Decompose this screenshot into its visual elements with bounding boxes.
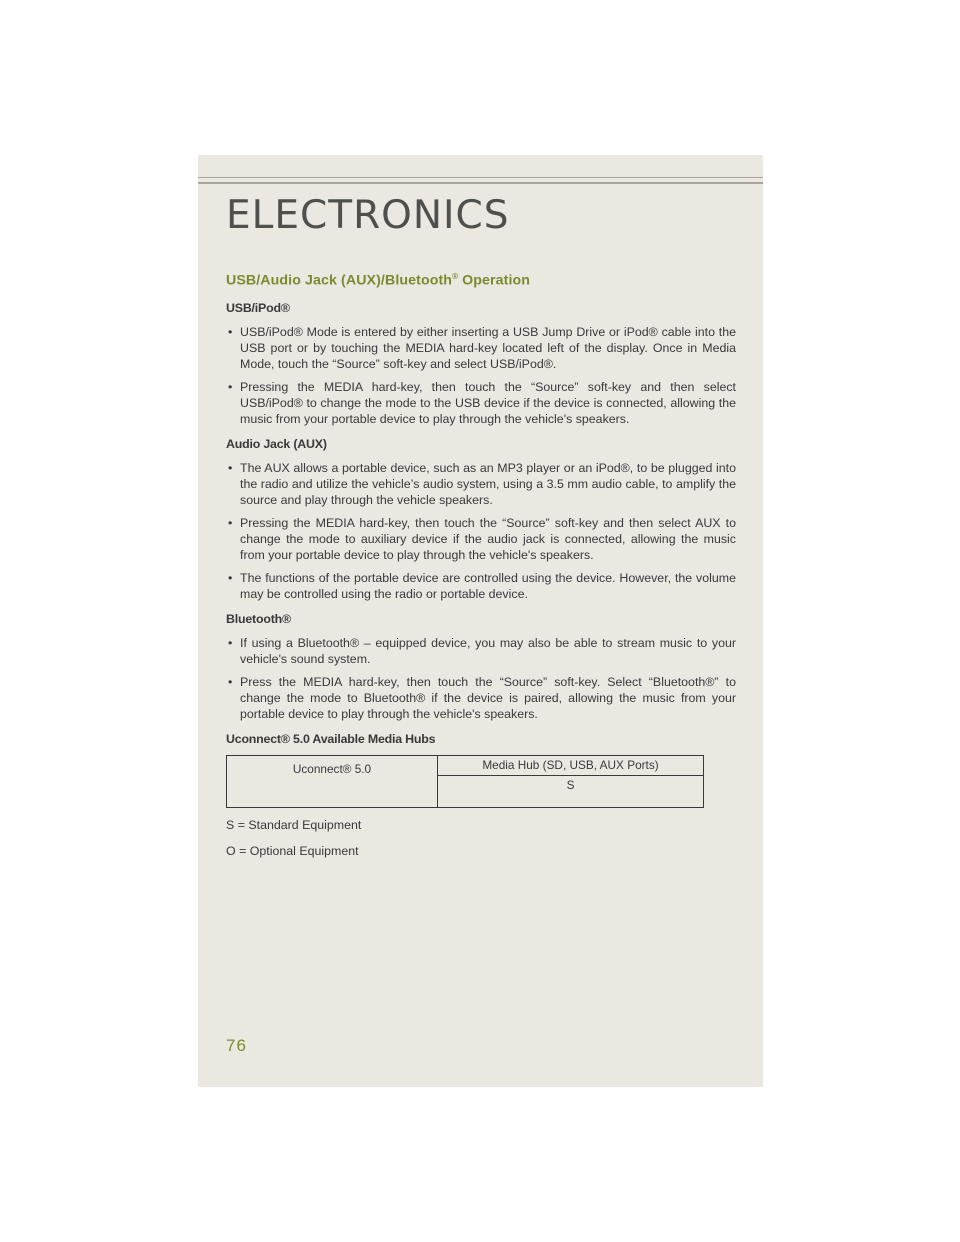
table-column-header: Media Hub (SD, USB, AUX Ports) — [438, 755, 704, 775]
list-item: • USB/iPod® Mode is entered by either inserting a USB Jump Drive or iPod® cable into the USB port or by touching the MEDIA hard-key located left of the display. Once in Media Mode, touch the “Source” soft-key and select USB/iPod®. — [226, 324, 736, 372]
usb-heading: USB/iPod® — [226, 300, 290, 315]
list-item: • The AUX allows a portable device, such as an MP3 player or an iPod®, to be plugged into the radio and utilize the vehicle’s audio system, using a 3.5 mm audio cable, to amplify the source and play through the vehicle speakers. — [226, 460, 736, 508]
page-heading-reg: ® — [452, 272, 459, 281]
page-content — [226, 269, 736, 859]
bluetooth-list — [226, 635, 736, 722]
table-cell: S — [438, 776, 704, 808]
page-heading-text: USB/Audio Jack (AUX)/Bluetooth — [226, 272, 453, 289]
note-standard: S = Standard Equipment — [226, 817, 362, 832]
note-optional: O = Optional Equipment — [226, 843, 359, 858]
bluetooth-heading: Bluetooth® — [226, 611, 291, 626]
aux-list — [226, 460, 736, 602]
page-number: 76 — [226, 1036, 247, 1055]
list-item: • If using a Bluetooth® – equipped device, you may also be able to stream music to your vehicle's sound system. — [226, 635, 736, 667]
page-heading — [226, 269, 736, 289]
header-rule-thick — [198, 182, 763, 184]
list-item: • Pressing the MEDIA hard-key, then touch the “Source” soft-key and then select USB/iPod® to change the mode to the USB device if the device is connected, allowing the music from your portable device to play through the vehicle's speakers. — [226, 379, 736, 427]
list-item: • Pressing the MEDIA hard-key, then touch the “Source” soft-key and then select AUX to change the mode to auxiliary device if the audio jack is connected, allowing the music from your portable device to play through the vehicle's speakers. — [226, 515, 736, 563]
media-hubs-table — [226, 755, 704, 808]
manual-page — [198, 155, 763, 1087]
section-title: ELECTRONICS — [226, 193, 510, 238]
header-rule — [198, 177, 763, 178]
usb-list — [226, 324, 736, 427]
aux-heading: Audio Jack (AUX) — [226, 436, 327, 451]
list-item: • Press the MEDIA hard-key, then touch the “Source” soft-key. Select “Bluetooth®” to change the mode to Bluetooth® if the device is paired, allowing the music from your portable device to play through the vehicle's speakers. — [226, 674, 736, 722]
page-heading-suffix: Operation — [462, 272, 531, 289]
list-item: • The functions of the portable device are controlled using the device. However, the volume may be controlled using the radio or portable device. — [226, 570, 736, 602]
table-row-label: Uconnect® 5.0 — [227, 755, 438, 807]
media-hubs-heading: Uconnect® 5.0 Available Media Hubs — [226, 731, 436, 746]
